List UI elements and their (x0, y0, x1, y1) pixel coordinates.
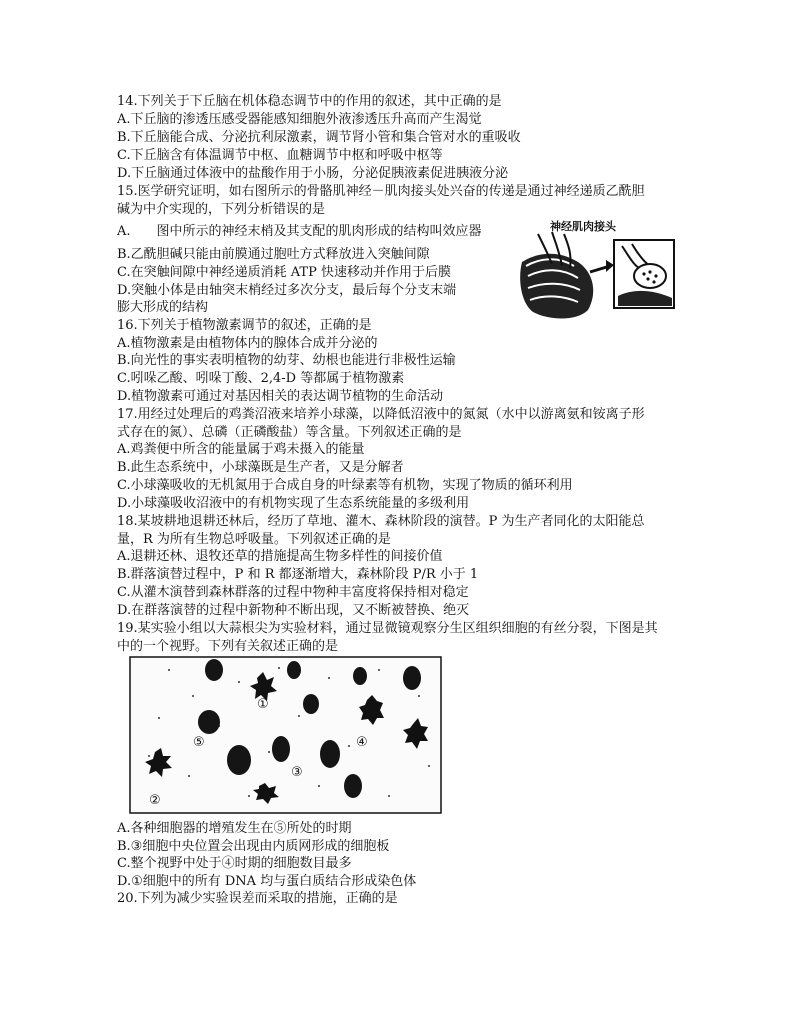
q16-option-b: B.向光性的事实表明植物的幼芽、幼根也能进行非极性运输 (117, 353, 456, 368)
q15-stem-line2: 碱为中介实现的，下列分析错误的是 (117, 202, 326, 217)
q19-stem-line1: 19.某实验小组以大蒜根尖为实验材料，通过显微镜观察分生区组织细胞的有丝分裂，下图是其 (117, 621, 658, 636)
cell-label-1: ① (257, 697, 269, 712)
q17-stem-line1: 17.用经过处理后的鸡粪沼液来培养小球藻，以降低沼液中的氮氮（水中以游离氨和铵离子形 (117, 407, 645, 422)
q19-option-c: C.整个视野中处于④时期的细胞数目最多 (117, 856, 352, 871)
q18-stem-line2: 量，R 为所有生物总呼吸量。下列叙述正确的是 (117, 532, 391, 547)
q17-option-a: A.鸡粪便中所含的能量属于鸡未摄入的能量 (117, 442, 365, 457)
cell-label-4: ④ (356, 735, 368, 750)
q14-stem: 14.下列关于下丘脑在机体稳态调节中的作用的叙述，其中正确的是 (117, 94, 502, 109)
cell-label-2: ② (149, 793, 161, 808)
neuromuscular-junction-figure (518, 232, 678, 324)
q17-stem-line2: 式存在的氮）、总磷（正磷酸盐）等含量。下列叙述正确的是 (117, 425, 462, 440)
q20-stem: 20.下列为减少实验误差而采取的措施，正确的是 (117, 891, 398, 906)
nmj-figure-label: 神经肌肉接头 (550, 220, 616, 233)
q14-option-b: B.下丘脑能合成、分泌抗利尿激素，调节肾小管和集合管对水的重吸收 (117, 130, 521, 145)
q18-stem-line1: 18.某坡耕地退耕还林后，经历了草地、灌木、森林阶段的演替。P 为生产者同化的太阳能总 (117, 514, 645, 529)
cell-label-3: ③ (291, 765, 303, 780)
q16-option-d: D.植物激素可通过对基因相关的表达调节植物的生命活动 (117, 389, 444, 404)
q16-option-c: C.吲哚乙酸、吲哚丁酸、2,4-D 等都属于植物激素 (117, 371, 405, 386)
q15-option-d-line1: D.突触小体是由轴突末梢经过多次分支，最后每个分支末端 (117, 283, 457, 298)
q19-option-b: B.③细胞中央位置会出现由内质网形成的细胞板 (117, 839, 390, 854)
q17-option-b: B.此生态系统中，小球藻既是生产者，又是分解者 (117, 460, 404, 475)
microscope-field-figure (129, 656, 442, 814)
q19-option-a: A.各种细胞器的增殖发生在⑤所处的时期 (117, 821, 352, 836)
q18-option-b: B.群落演替过程中，P 和 R 都逐渐增大，森林阶段 P/R 小于 1 (117, 567, 479, 582)
q15-option-a: A. 图中所示的神经末梢及其支配的肌肉形成的结构叫效应器 (117, 224, 482, 239)
q14-option-a: A.下丘脑的渗透压感受器能感知细胞外液渗透压升高而产生渴觉 (117, 112, 482, 127)
cell-label-5: ⑤ (193, 735, 205, 750)
q17-option-c: C.小球藻吸收的无机氮用于合成自身的叶绿素等有机物，实现了物质的循环利用 (117, 478, 573, 493)
q17-option-d: D.小球藻吸收沼液中的有机物实现了生态系统能量的多级利用 (117, 496, 470, 511)
q18-option-d: D.在群落演替的过程中新物种不断出现，又不断被替换、绝灭 (117, 603, 470, 618)
q15-option-c: C.在突触间隙中神经递质消耗 ATP 快速移动并作用于后膜 (117, 265, 451, 280)
q19-option-d: D.①细胞中的所有 DNA 均与蛋白质结合形成染色体 (117, 874, 417, 889)
q16-option-a: A.植物激素是由植物体内的腺体合成并分泌的 (117, 336, 378, 351)
q15-option-d-line2: 膨大形成的结构 (117, 300, 209, 315)
q14-option-c: C.下丘脑含有体温调节中枢、血糖调节中枢和呼吸中枢等 (117, 148, 443, 163)
q16-stem: 16.下列关于植物激素调节的叙述，正确的是 (117, 318, 372, 333)
q15-option-b: B.乙酰胆碱只能由前膜通过胞吐方式释放进入突触间隙 (117, 247, 430, 262)
q19-stem-line2: 中的一个视野。下列有关叙述正确的是 (117, 639, 339, 654)
q18-option-c: C.从灌木演替到森林群落的过程中物种丰富度将保持相对稳定 (117, 585, 469, 600)
q15-stem-line1: 15.医学研究证明，如右图所示的骨骼肌神经－肌肉接头处兴奋的传递是通过神经递质乙酰胆 (117, 184, 645, 199)
q14-option-d: D.下丘脑通过体液中的盐酸作用于小肠，分泌促胰液素促进胰液分泌 (117, 166, 509, 181)
q18-option-a: A.退耕还林、退牧还草的措施提高生物多样性的间接价值 (117, 549, 443, 564)
